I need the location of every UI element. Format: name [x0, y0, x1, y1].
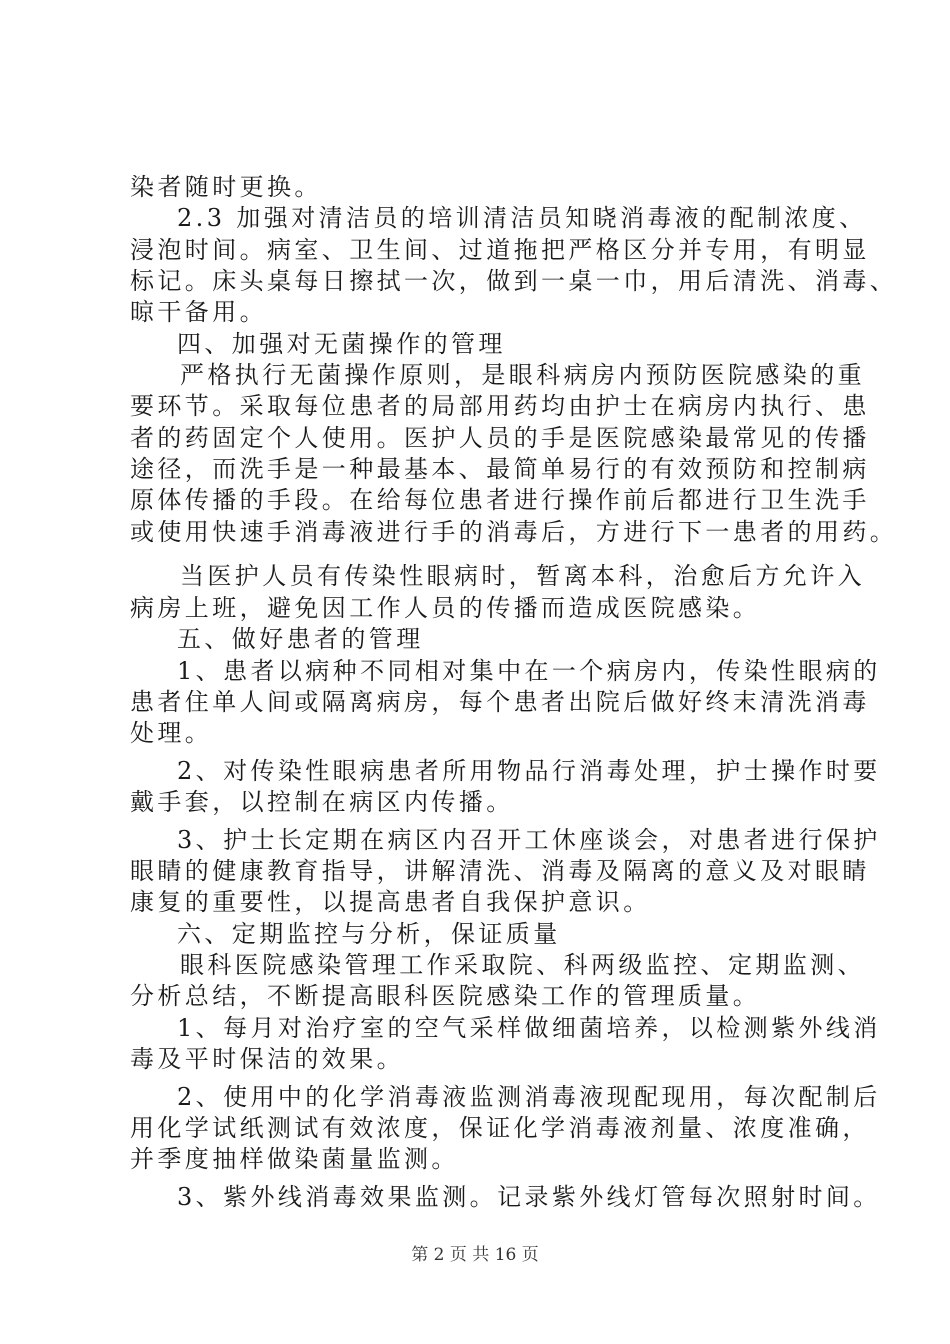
text-line: 1、患者以病种不同相对集中在一个病房内，传染性眼病的	[177, 657, 881, 685]
text-line: 2、使用中的化学消毒液监测消毒液现配现用，每次配制后	[177, 1083, 881, 1111]
text-line: 严格执行无菌操作原则，是眼科病房内预防医院感染的重	[180, 361, 865, 389]
text-line: 3、护士长定期在病区内召开工休座谈会，对患者进行保护	[177, 826, 881, 854]
text-line: 要环节。采取每位患者的局部用药均由护士在病房内执行、患	[130, 392, 870, 420]
text-line: 2、对传染性眼病患者所用物品行消毒处理，护士操作时要	[177, 757, 881, 785]
text-line: 分析总结，不断提高眼科医院感染工作的管理质量。	[130, 982, 761, 1010]
text-line: 1、每月对治疗室的空气采样做细菌培养，以检测紫外线消	[177, 1014, 881, 1042]
text-line: 康复的重要性，以提高患者自我保护意识。	[130, 888, 651, 916]
text-line: 患者住单人间或隔离病房，每个患者出院后做好终末清洗消毒	[130, 688, 870, 716]
text-line: 并季度抽样做染菌量监测。	[130, 1145, 459, 1173]
section-heading: 五、做好患者的管理	[177, 625, 424, 653]
text-line: 浸泡时间。病室、卫生间、过道拖把严格区分并专用，有明显	[130, 236, 870, 264]
text-line: 用化学试纸测试有效浓度，保证化学消毒液剂量、浓度准确，	[130, 1114, 870, 1142]
text-line: 3、紫外线消毒效果监测。记录紫外线灯管每次照射时间。	[177, 1183, 881, 1211]
text-line: 毒及平时保洁的效果。	[130, 1045, 404, 1073]
section-heading: 四、加强对无菌操作的管理	[177, 330, 506, 358]
text-line: 途径，而洗手是一种最基本、最简单易行的有效预防和控制病	[130, 455, 870, 483]
page-footer: 第 2 页 共 16 页	[411, 1245, 539, 1265]
text-line: 2.3 加强对清洁员的培训清洁员知晓消毒液的配制浓度、	[177, 204, 867, 232]
section-heading: 六、定期监控与分析，保证质量	[177, 920, 561, 948]
text-line: 病房上班，避免因工作人员的传播而造成医院感染。	[130, 594, 761, 622]
text-line: 戴手套，以控制在病区内传播。	[130, 788, 514, 816]
text-line: 当医护人员有传染性眼病时，暂离本科，治愈后方允许入	[180, 562, 865, 590]
text-line: 眼睛的健康教育指导，讲解清洗、消毒及隔离的意义及对眼睛	[130, 857, 870, 885]
text-line: 眼科医院感染管理工作采取院、科两级监控、定期监测、	[180, 951, 865, 979]
text-line: 晾干备用。	[130, 298, 267, 326]
text-line: 或使用快速手消毒液进行手的消毒后，方进行下一患者的用药。	[130, 518, 898, 546]
text-line: 标记。床头桌每日擦拭一次，做到一桌一巾，用后清洗、消毒、	[130, 267, 898, 295]
text-line: 处理。	[130, 719, 213, 747]
text-line: 者的药固定个人使用。医护人员的手是医院感染最常见的传播	[130, 424, 870, 452]
text-line: 染者随时更换。	[130, 173, 322, 201]
text-line: 原体传播的手段。在给每位患者进行操作前后都进行卫生洗手	[130, 486, 870, 514]
